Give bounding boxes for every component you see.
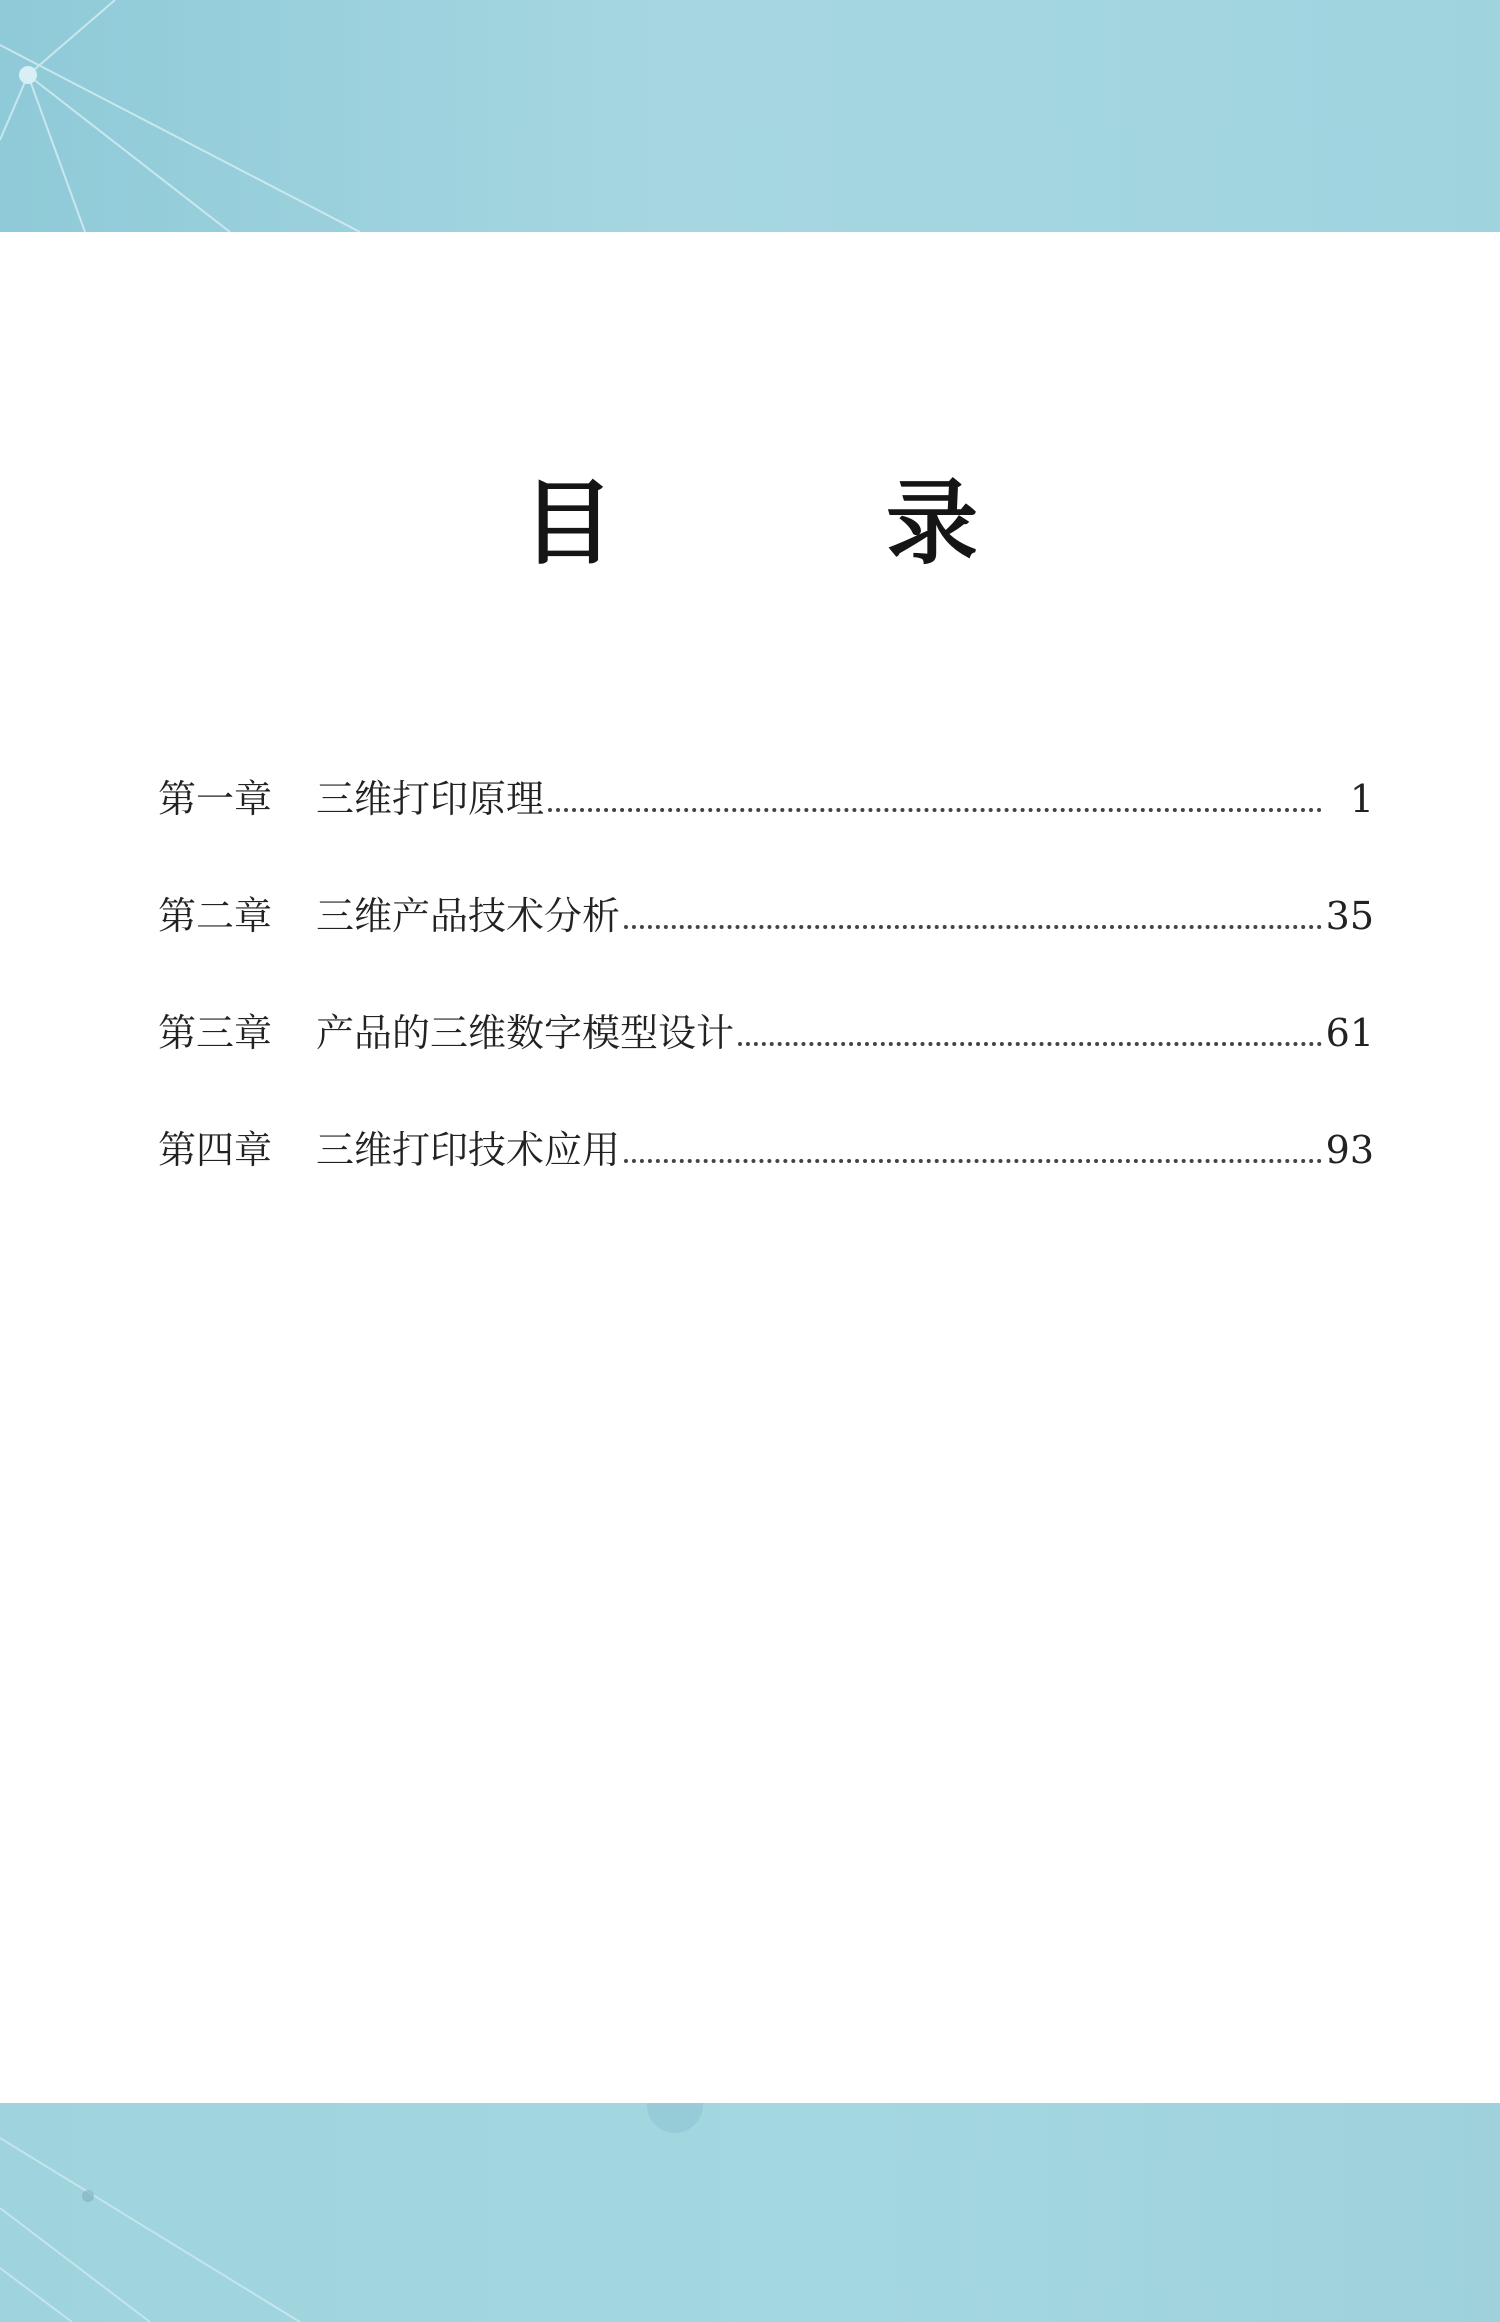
toc-entry-2[interactable] <box>158 887 1374 1004</box>
toc-dot-leader <box>624 924 1322 929</box>
toc-chapter-title: 三维打印原理 <box>316 777 545 821</box>
toc-chapter-title: 三维打印技术应用 <box>316 1128 621 1172</box>
top-decorative-band <box>0 0 1500 232</box>
page-title: 目 录 <box>521 469 1099 577</box>
network-pattern-graphic <box>0 0 1500 232</box>
toc-chapter-number: 第一章 <box>158 777 273 821</box>
toc-page-number: 61 <box>1325 1011 1374 1055</box>
toc-chapter-number: 第二章 <box>158 894 273 938</box>
toc-dot-leader <box>548 807 1322 812</box>
toc-entry-3[interactable] <box>158 1004 1374 1121</box>
toc-page-number: 35 <box>1325 894 1374 938</box>
toc-entry-4[interactable] <box>158 1121 1374 1238</box>
network-pattern-graphic <box>0 2103 1500 2322</box>
toc-page-number: 93 <box>1325 1128 1374 1172</box>
toc-chapter-title: 三维产品技术分析 <box>316 894 621 938</box>
toc-entry-1[interactable] <box>158 770 1374 887</box>
toc-chapter-number: 第三章 <box>158 1011 273 1055</box>
toc-dot-leader <box>738 1041 1322 1046</box>
toc-chapter-title: 产品的三维数字模型设计 <box>316 1011 735 1055</box>
table-of-contents <box>158 770 1374 1238</box>
toc-page-number: 1 <box>1349 777 1374 821</box>
bottom-decorative-band <box>0 2103 1500 2322</box>
toc-chapter-number: 第四章 <box>158 1128 273 1172</box>
toc-dot-leader <box>624 1158 1322 1163</box>
